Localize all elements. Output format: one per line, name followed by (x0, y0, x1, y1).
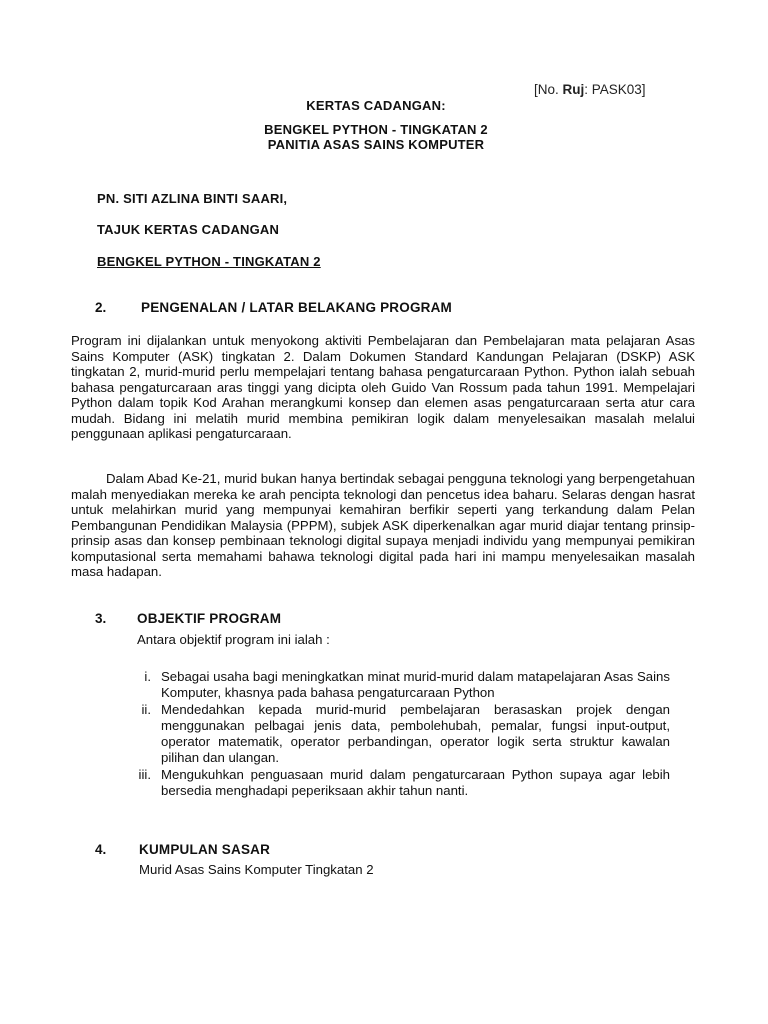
objective-text: Mendedahkan kepada murid-murid pembelajaran berasaskan projek dengan menggunakan pelbagai jenis data, pembolehubah, pemalar, fungsi input-output, operator matematik, operator perbandingan, operator logik serta struktur kawalan pilihan dan ulangan. (161, 702, 670, 765)
objective-item (118, 767, 670, 799)
objective-text: Mengukuhkan penguasaan murid dalam pengaturcaraan Python supaya agar lebih bersedia menghadapi peperiksaan akhir tahun nanti. (161, 767, 670, 798)
objective-item (118, 669, 670, 701)
document-title: KERTAS CADANGAN: (306, 98, 446, 113)
objective-number: i. (144, 669, 151, 684)
panel-title: PANITIA ASAS SAINS KOMPUTER (267, 137, 485, 152)
workshop-title: BENGKEL PYTHON - TINGKATAN 2 (264, 122, 488, 137)
reference-label: Ruj (562, 82, 585, 97)
section-3-intro: Antara objektif program ini ialah : (137, 632, 330, 647)
reference-open: [No. (534, 82, 563, 97)
objective-item (118, 702, 670, 766)
reference-rest: : PASK03] (584, 82, 646, 97)
proposal-heading: TAJUK KERTAS CADANGAN (97, 222, 280, 237)
objective-number: ii. (141, 702, 151, 717)
author-name: PN. SITI AZLINA BINTI SAARI, (97, 191, 288, 206)
reference-number (534, 82, 646, 97)
section-2-title: PENGENALAN / LATAR BELAKANG PROGRAM (141, 300, 452, 315)
target-group-text: Murid Asas Sains Komputer Tingkatan 2 (139, 862, 374, 877)
section-2-number: 2. (95, 300, 107, 315)
objectives-list (118, 669, 670, 799)
objective-text: Sebagai usaha bagi meningkatkan minat murid-murid dalam matapelajaran Asas Sains Komputer, khasnya pada bahasa pengaturcaraan Python (161, 669, 670, 700)
section-3-title: OBJEKTIF PROGRAM (137, 611, 282, 626)
proposal-title: BENGKEL PYTHON - TINGKATAN 2 (97, 254, 321, 269)
section-2-paragraph-2: Dalam Abad Ke-21, murid bukan hanya bertindak sebagai pengguna teknologi yang berpengetahuan malah menyediakan mereka ke arah pencipta teknologi dan pencetus idea baharu. Selaras dengan hasrat untuk melahirkan murid yang mempunyai kemahiran berfikir seperti yang terkandung dalam Pelan Pembangunan Pendidikan Malaysia (PPPM), subjek ASK diperkenalkan agar murid diajar tentang prinsip-prinsip asas dan konsep pembinaan teknologi digital supaya menjadi individu yang mempunyai pemikiran komputasional serta memahami bahawa teknologi digital pada hari ini mampu menyelesaikan masalah masa hadapan. (71, 471, 695, 579)
section-2-paragraph-1: Program ini dijalankan untuk menyokong aktiviti Pembelajaran dan Pembelajaran mata pelajaran Asas Sains Komputer (ASK) tingkatan 2. Dalam Dokumen Standard Kandungan Pelajaran (DSKP) ASK tingkatan 2, murid-murid perlu mempelajari tentang bahasa pengaturcaraan Python. Python ialah sebuah bahasa pengaturcaraan aras tinggi yang dicipta oleh Guido Van Rossum pada tahun 1991. Mempelajari Python dalam topik Kod Arahan merangkumi konsep dan elemen asas pengaturcaraan serta atur cara mudah. Bidang ini melatih murid membina pemikiran logik dalam menyelesaikan masalah melalui penggunaan aplikasi pengaturcaraan. (71, 333, 695, 441)
section-4-number: 4. (95, 842, 107, 857)
section-4-title: KUMPULAN SASAR (139, 842, 271, 857)
objective-number: iii. (138, 767, 151, 782)
section-3-number: 3. (95, 611, 107, 626)
